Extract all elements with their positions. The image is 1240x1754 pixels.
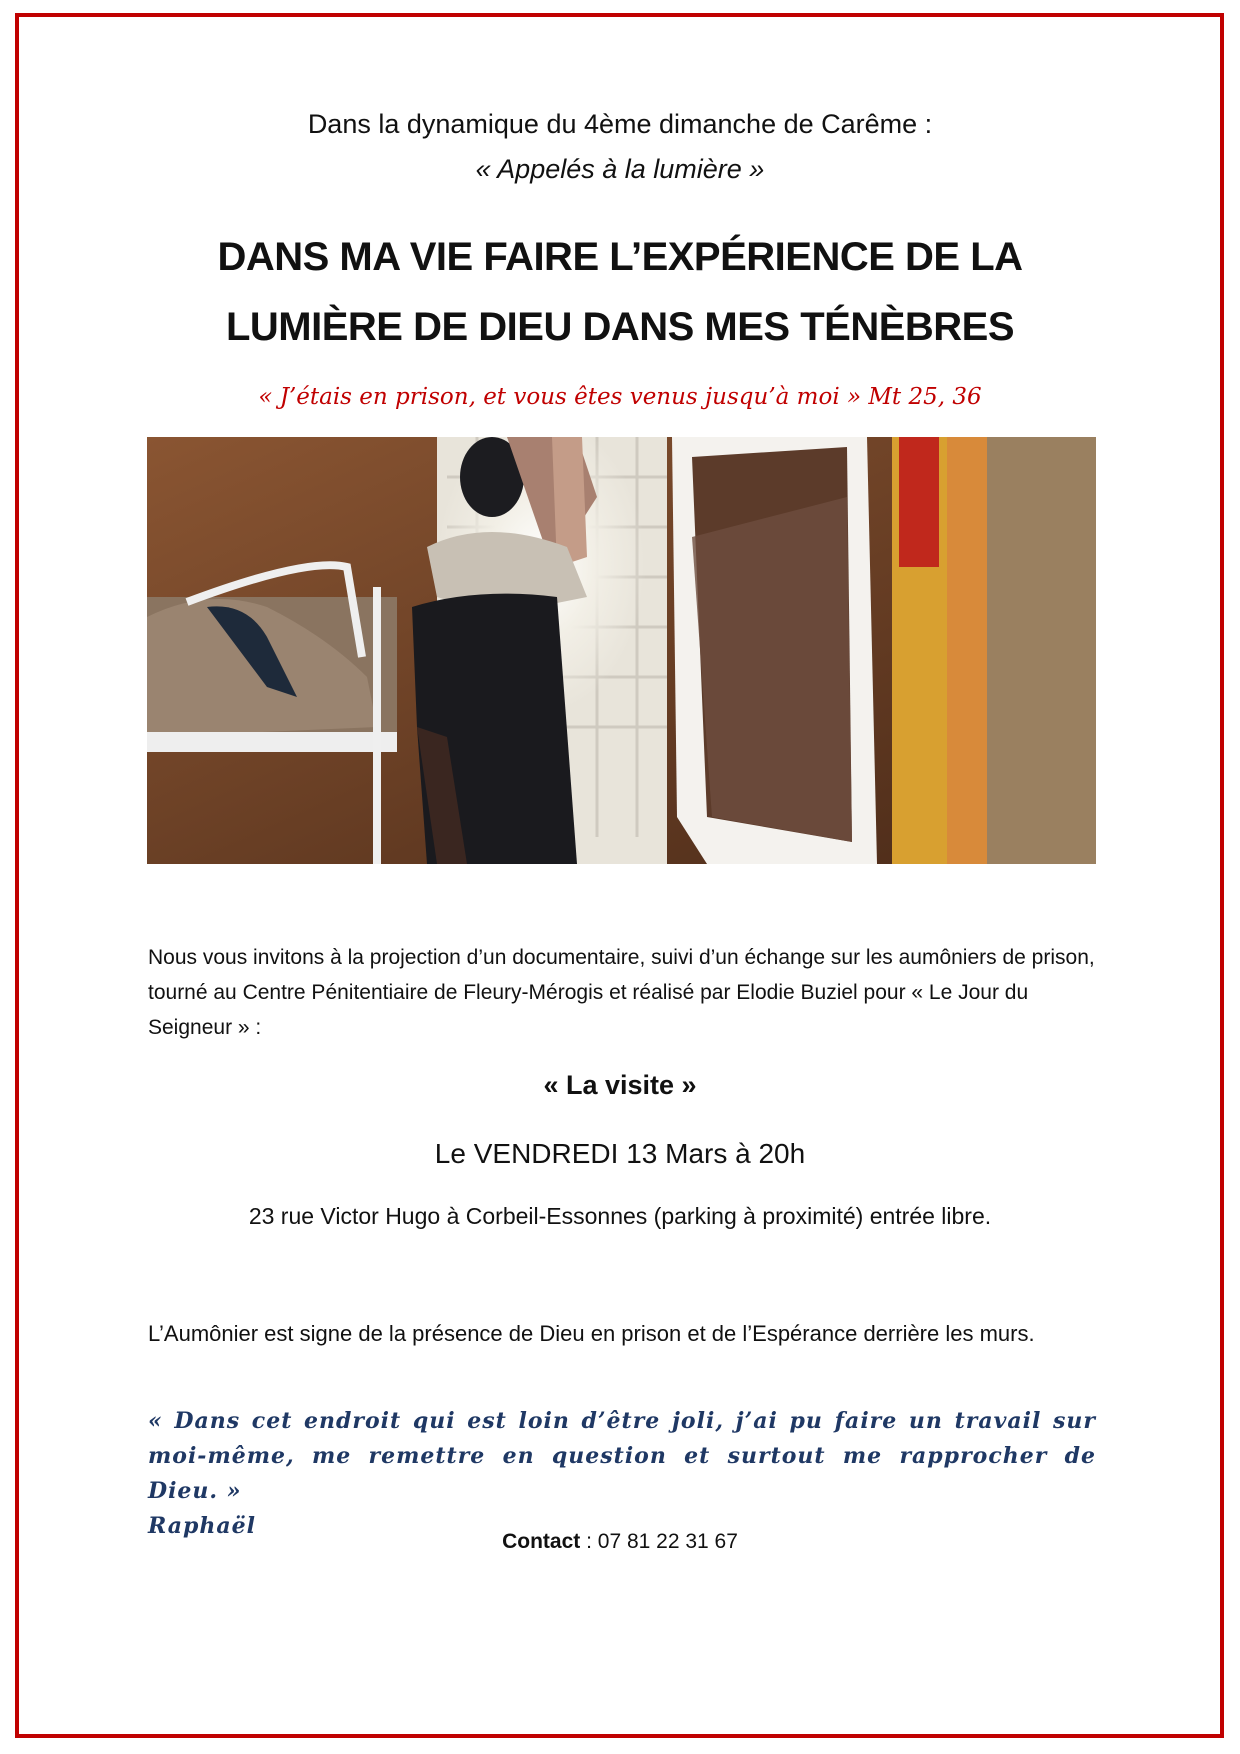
invitation-paragraph: Nous vous invitons à la projection d’un documentaire, suivi d’un échange sur les aumôniers de prison, tourné au Centre Pénitentiaire de Fleury-Mérogis et réalisé par Elodie Buziel pour « Le Jour du Seigneur » : <box>148 946 1095 1039</box>
contact-phone: 07 81 22 31 67 <box>597 1530 738 1553</box>
film-title: « La visite » <box>543 1070 697 1100</box>
event-address: 23 rue Victor Hugo à Corbeil-Essonnes (parking à proximité) entrée libre. <box>248 1203 992 1229</box>
contact-label: Contact <box>502 1530 581 1553</box>
intro-line: Dans la dynamique du 4ème dimanche de Carême : <box>307 109 933 139</box>
theme-line: « Appelés à la lumière » <box>475 154 765 184</box>
contact-separator: : <box>580 1530 598 1553</box>
bible-verse: « J’étais en prison, et vous êtes venus jusqu’à moi » Mt 25, 36 <box>258 384 982 410</box>
title-line-2: LUMIÈRE DE DIEU DANS MES TÉNÈBRES <box>225 305 1015 349</box>
title-line-1: DANS MA VIE FAIRE L’EXPÉRIENCE DE LA <box>217 235 1023 279</box>
page-title <box>0 222 1240 362</box>
quote-text: « Dans cet endroit qui est loin d’être joli, j’ai pu faire un travail sur moi-même, me remettre en question et surtout me rapprocher de Dieu. » <box>148 1408 1096 1504</box>
prison-cell-photo <box>147 437 1096 864</box>
testimony-quote <box>148 1404 1096 1544</box>
quote-author: Raphaël <box>148 1513 257 1539</box>
chaplain-paragraph: L’Aumônier est signe de la présence de Dieu en prison et de l’Espérance derrière les murs. <box>148 1321 1035 1346</box>
event-date: Le VENDREDI 13 Mars à 20h <box>434 1138 806 1169</box>
contact-line <box>0 1530 1240 1554</box>
